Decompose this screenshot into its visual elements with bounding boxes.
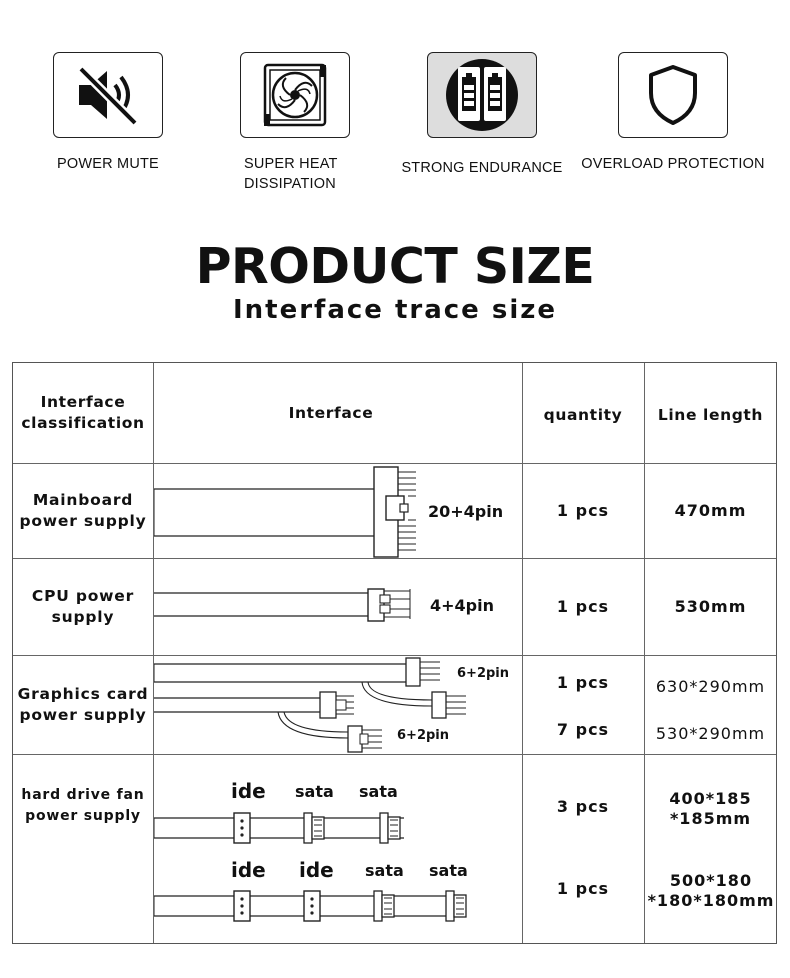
- header-classification: Interface classification: [21, 393, 145, 432]
- row-graphics-length-1: 630*290mm: [655, 676, 766, 696]
- mute-speaker-icon: [73, 63, 143, 127]
- battery-icon: [442, 57, 522, 133]
- row-drive-quantity-2: 1 pcs: [556, 878, 610, 898]
- feature-caption: OVERLOAD PROTECTION: [581, 156, 765, 172]
- row-graphics-classification: Graphics card power supply: [17, 684, 149, 724]
- connector-label: sata: [359, 782, 398, 801]
- row-graphics-quantity-2: 7 pcs: [556, 719, 610, 739]
- row-cpu-classification: CPU power supply: [31, 586, 135, 626]
- row-graphics-quantity-1: 1 pcs: [556, 672, 610, 692]
- row-mainboard-quantity: 1 pcs: [556, 501, 610, 520]
- page-title: PRODUCT SIZE: [195, 238, 595, 295]
- row-cpu-length: 530mm: [674, 597, 747, 616]
- connector-label: ide: [231, 858, 266, 882]
- feature-box: [53, 52, 163, 138]
- drive-cable-bottom: [154, 886, 522, 926]
- connector-label: sata: [429, 861, 468, 880]
- row-cpu-quantity: 1 pcs: [556, 597, 610, 616]
- feature-overload-protection: [578, 52, 768, 174]
- row-drive-quantity-1: 3 pcs: [556, 796, 610, 816]
- row-mainboard-length: 470mm: [674, 501, 747, 520]
- feature-heat-dissipation: [200, 52, 390, 194]
- connector-label: ide: [231, 779, 266, 803]
- row-graphics-length-2: 530*290mm: [655, 723, 766, 743]
- feature-box: [618, 52, 728, 138]
- feature-power-mute: [13, 52, 203, 174]
- feature-box: [427, 52, 537, 138]
- connector-label: sata: [295, 782, 334, 801]
- row-mainboard-classification: Mainboard power supply: [19, 490, 147, 530]
- connector-label: 6+2pin: [397, 728, 449, 743]
- header-quantity: quantity: [543, 405, 623, 424]
- drive-cable-top: [154, 808, 522, 848]
- connector-label: sata: [365, 861, 404, 880]
- row-drive-length-1: 400*185 *185mm: [669, 789, 752, 828]
- connector-label: ide: [299, 858, 334, 882]
- feature-endurance: [387, 52, 577, 178]
- page-subtitle: Interface trace size: [232, 295, 558, 325]
- cooling-fan-icon: [260, 60, 330, 130]
- connector-label: 20+4pin: [428, 502, 504, 521]
- shield-icon: [645, 63, 701, 127]
- connector-label: 4+4pin: [430, 596, 494, 615]
- interface-size-table: [12, 362, 777, 944]
- row-drive-classification: hard drive fan power supply: [21, 786, 145, 824]
- header-line-length: Line length: [657, 405, 764, 424]
- row-divider: [13, 754, 776, 755]
- feature-caption: SUPER HEAT DISSIPATION: [244, 156, 338, 192]
- feature-caption: POWER MUTE: [57, 156, 159, 172]
- row-drive-length-2: 500*180 *180*180mm: [647, 871, 775, 910]
- header-interface: Interface: [288, 403, 374, 422]
- feature-box: [240, 52, 350, 138]
- feature-caption: STRONG ENDURANCE: [401, 160, 563, 176]
- connector-label: 6+2pin: [457, 666, 509, 681]
